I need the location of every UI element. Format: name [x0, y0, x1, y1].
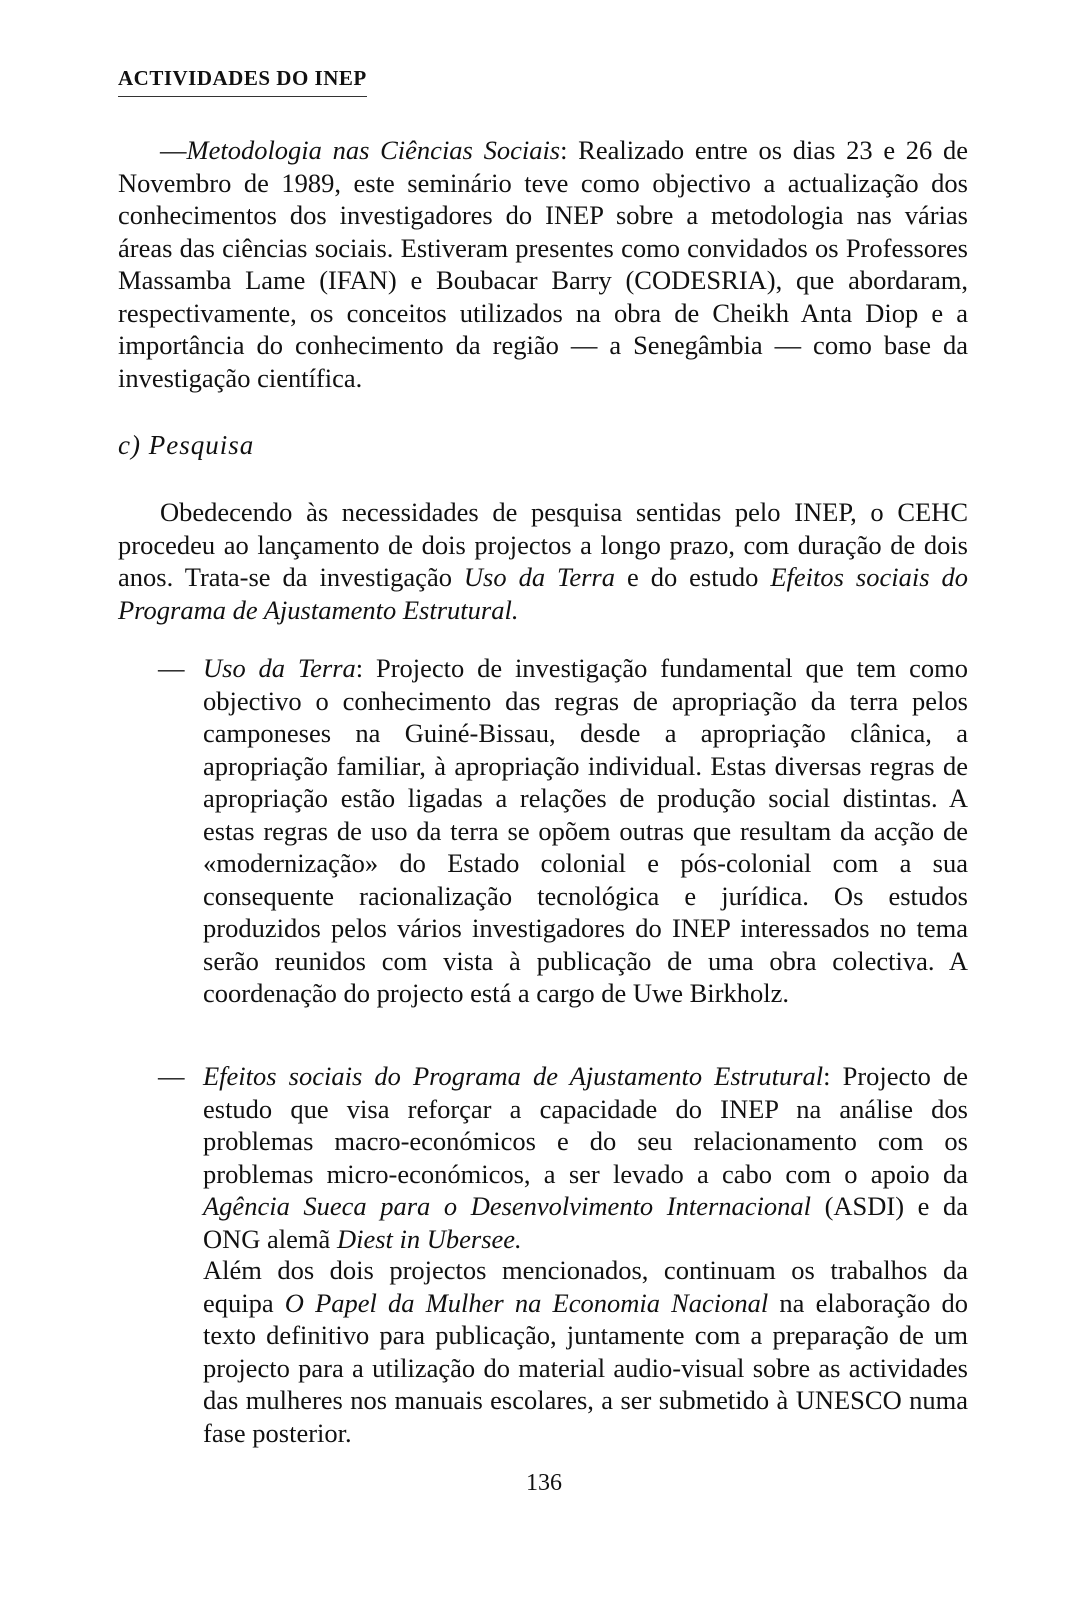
- list-item-title: Efeitos sociais do Programa de Ajustamento Estrutural: [203, 1061, 824, 1091]
- list-item-title: Uso da Terra: [203, 653, 356, 683]
- paragraph-research-intro: [118, 496, 968, 626]
- project-title-adjustment: Efeitos sociais do Programa de Ajustamento Estrutural.: [118, 562, 968, 625]
- list-item-text: : Projecto de estudo que visa reforçar a capacidade do INEP na análise dos problemas macro-económicos e do seu relacionamento com os problemas micro-económicos, a ser levado a cabo com o apoio da: [203, 1061, 969, 1189]
- project-title-land-use: Uso da Terra: [463, 562, 615, 592]
- page-number: 136: [526, 1470, 562, 1496]
- list-dash: —: [158, 653, 185, 683]
- agency-name: Agência Sueca para o Desenvolvimento Internacional: [203, 1191, 812, 1221]
- seminar-title: Metodologia nas Ciências Sociais: [186, 135, 561, 165]
- ngo-name: Diest in Ubersee.: [336, 1223, 522, 1254]
- list-item-adjustment: [203, 1060, 968, 1255]
- running-header: ACTIVIDADES DO INEP: [118, 66, 367, 97]
- seminar-text: : Realizado entre os dias 23 e 26 de Novembro de 1989, este seminário teve como objectivo a actualização dos conhecimentos dos investigadores do INEP sobre a metodologia nas várias áreas das ciências sociais. Estiveram presentes como convidados os Professores Massamba Lame (IFAN) e Boubacar Barry (CODESRIA), que abordaram, respectivamente, os conceitos utilizados na obra de Cheikh Anta Diop e a importância do conhecimento da região — a Senegâmbia — como base da investigação científica.: [118, 135, 969, 393]
- research-intro-text: Obedecendo às necessidades de pesquisa sentidas pelo INEP, o CEHC procedeu ao lançamento de dois projectos a longo prazo, com duração de dois anos. Trata-se da investigação: [118, 497, 968, 592]
- other-projects-text-2: na elaboração do texto definitivo para publicação, juntamente com a preparação de um projecto para a utilização do material audio-visual sobre as actividades das mulheres nos manuais escolares, a ser submetido à UNESCO numa fase posterior.: [203, 1287, 968, 1448]
- em-dash: —: [160, 135, 187, 165]
- other-projects-text: Além dos dois projectos mencionados, continuam os trabalhos da equipa: [203, 1255, 968, 1318]
- paragraph-seminar: [118, 134, 968, 394]
- paragraph-other-projects: [203, 1254, 968, 1449]
- research-intro-text-2: e do estudo: [615, 562, 771, 592]
- section-heading: c) Pesquisa: [118, 430, 255, 460]
- list-item-text: : Projecto de investigação fundamental que tem como objectivo o conhecimento das regras de apropriação da terra pelos camponeses na Guiné-Bissau, desde a apropriação clânica, a apropriação familiar, à apropriação individual. Estas diversas regras de apropriação estão ligadas a relações de produção social distintas. A estas regras de uso da terra se opõem outras que resultam da acção de «modernização» do Estado colonial e pós-colonial com a sua consequente racionalização tecnológica e jurídica. Os estudos produzidos pelos vários investigadores do INEP interessados no tema serão reunidos com vista à publicação de uma obra colectiva. A coordenação do projecto está a cargo de Uwe Birkholz.: [203, 653, 968, 1008]
- list-item-text-2: (ASDI) e da ONG alemã: [203, 1191, 968, 1254]
- list-item-land-use: [203, 652, 968, 1010]
- team-project-title: O Papel da Mulher na Economia Nacional: [284, 1287, 769, 1318]
- list-dash: —: [158, 1061, 185, 1091]
